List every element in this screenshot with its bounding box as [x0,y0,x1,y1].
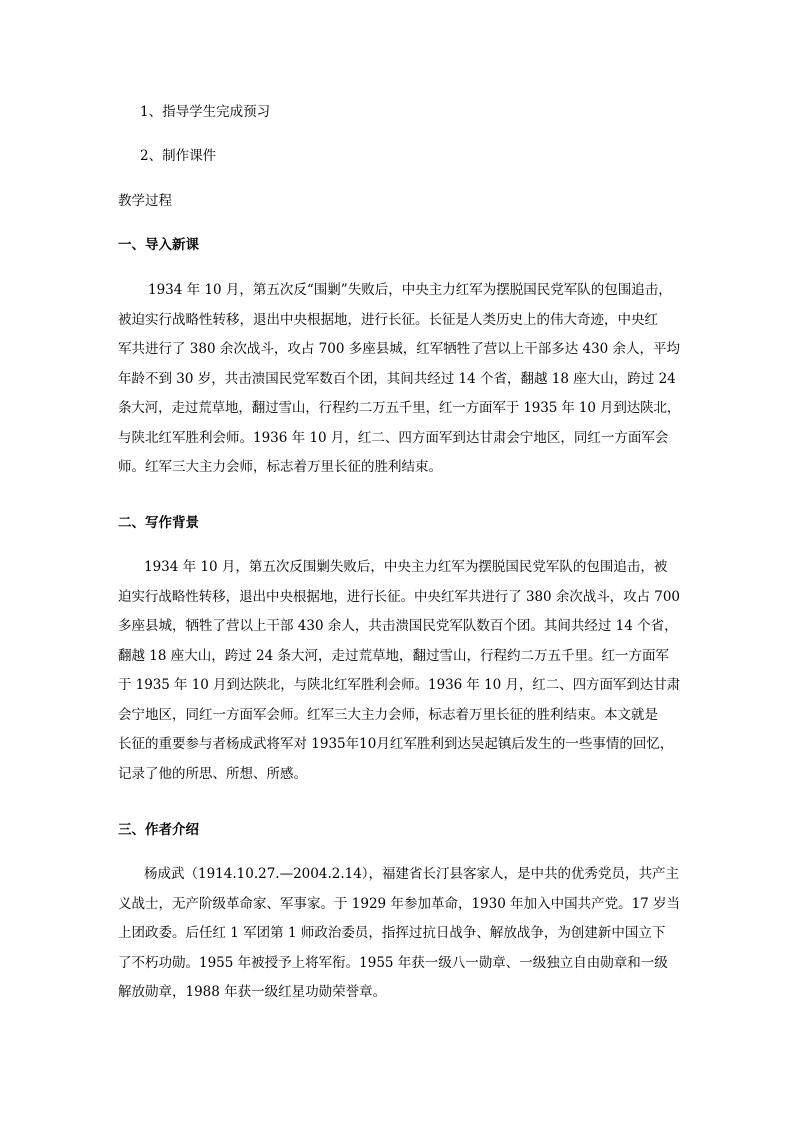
paragraph-line: 迫实行战略性转移，退出中央根据地，进行长征。中央红军共进行了 380 余次战斗，攻占 700 [118,588,680,605]
section-body-author [118,860,680,1008]
paragraph-line: 军共进行了 380 余次战斗，攻占 700 多座县城，红军牺牲了营以上干部多达 430 余人，平均 [118,341,681,357]
section-body-intro [118,276,680,483]
paragraph-line: 记录了他的所思、所想、所感。 [118,765,307,782]
paragraph-line: 1934 年 10 月，第五次反“围剿”失败后，中央主力红军为摆脱国民党军队的包围追击， [148,282,672,298]
paragraph-line: 被迫实行战略性转移，退出中央根据地，进行长征。长征是人类历史上的伟大奇迹，中央红 [118,311,658,328]
section-body-background [118,553,680,789]
section-heading-background: 二、写作背景 [118,515,199,531]
paragraph-line: 1934 年 10 月，第五次反围剿失败后，中央主力红军为摆脱国民党军队的包围追击，被 [144,559,668,575]
prep-item-2: 2、制作课件 [140,148,217,164]
paragraph-line: 师。红军三大主力会师，标志着万里长征的胜利结束。 [118,459,442,475]
paragraph-line: 解放勋章，1988 年获一级红星功勋荣誉章。 [118,984,387,1000]
section-heading-author: 三、作者介绍 [118,822,199,838]
paragraph-line: 于 1935 年 10 月到达陕北，与陕北红军胜利会师。1936 年 10 月，红二、四方面军到达甘肃 [118,677,681,693]
paragraph-line: 会宁地区，同红一方面军会师。红军三大主力会师，标志着万里长征的胜利结束。本文就是 [118,706,658,723]
paragraph-line: 多座县城，牺牲了营以上干部 430 余人，共击溃国民党军队数百个团。其间共经过 14 个省， [118,618,678,634]
paragraph-line: 条大河，走过荒草地，翻过雪山，行程约二万五千里，红一方面军于 1935 年 10 月到达陕北， [118,400,681,416]
paragraph-line: 长征的重要参与者杨成武将军对 1935年10月红军胜利到达吴起镇后发生的一些事情的回忆， [118,736,674,752]
paragraph-line: 上团政委。后任红 1 军团第 1 师政治委员，指挥过抗日战争、解放战争，为创建新中国立下 [118,925,666,941]
paragraph-line: 义战士，无产阶级革命家、军事家。于 1929 年参加革命，1930 年加入中国共产党。17 岁当 [118,895,681,912]
section-heading-intro: 一、导入新课 [118,237,199,253]
prep-item-1: 1、指导学生完成预习 [140,104,271,120]
teaching-process-label: 教学过程 [118,193,172,209]
paragraph-line: 了不朽功勋。1955 年被授予上将军衔。1955 年获一级八一勋章、一级独立自由勋章和一级 [118,954,668,971]
paragraph-line: 杨成武（1914.10.27.—2004.2.14），福建省长汀县客家人，是中共的优秀党员，共产主 [144,866,680,882]
paragraph-line: 翻越 18 座大山，跨过 24 条大河，走过荒草地，翻过雪山，行程约二万五千里。红一方面军 [118,647,670,664]
paragraph-line: 年龄不到 30 岁，共击溃国民党军数百个团，其间共经过 14 个省，翻越 18 座大山，跨过 24 [118,370,676,387]
paragraph-line: 与陕北红军胜利会师。1936 年 10 月，红二、四方面军到达甘肃会宁地区，同红一方面军会 [118,429,669,446]
